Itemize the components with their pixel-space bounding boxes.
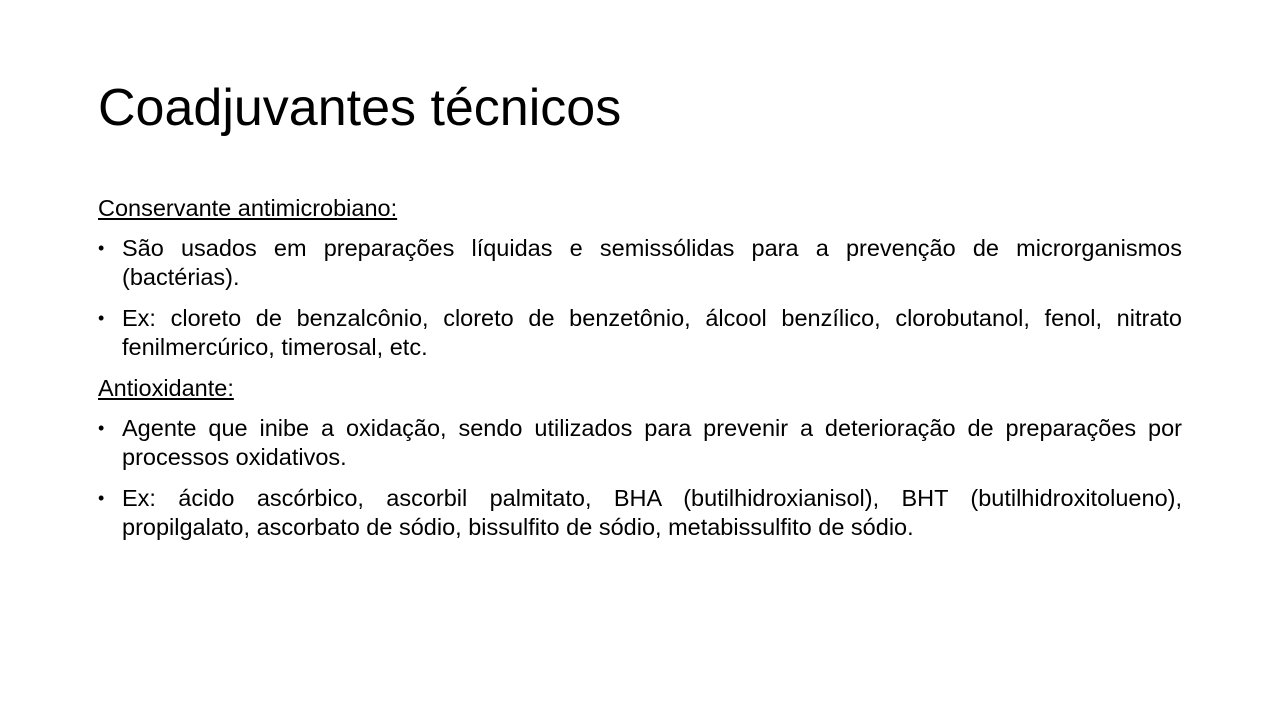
bullet-icon: • — [98, 418, 105, 438]
section-heading-antimicrobial: Conservante antimicrobiano: — [98, 195, 398, 221]
bullet-icon: • — [98, 488, 105, 508]
bullet-text: Ex: cloreto de benzalcônio, cloreto de benzetônio, álcool benzílico, clorobutanol, fenol, nitrato fenilmercúrico, timerosal, etc. — [122, 305, 1182, 360]
bullet-list-antimicrobial — [98, 234, 1182, 362]
bullet-list-antioxidant — [98, 414, 1182, 542]
slide-body — [98, 194, 1182, 542]
bullet-item — [98, 484, 1182, 542]
bullet-text: Agente que inibe a oxidação, sendo utilizados para prevenir a deterioração de preparações por processos oxidativos. — [122, 415, 1182, 470]
bullet-item — [98, 414, 1182, 472]
bullet-icon: • — [98, 308, 105, 328]
slide-title: Coadjuvantes técnicos — [98, 79, 622, 137]
bullet-text: Ex: ácido ascórbico, ascorbil palmitato, BHA (butilhidroxianisol), BHT (butilhidroxitolueno), propilgalato, ascorbato de sódio, bissulfito de sódio, metabissulfito de sódio. — [122, 485, 1182, 540]
bullet-text: São usados em preparações líquidas e semissólidas para a prevenção de microrganismos (bactérias). — [122, 235, 1182, 290]
bullet-icon: • — [98, 238, 105, 258]
section-heading-antioxidant: Antioxidante: — [98, 375, 234, 401]
bullet-item — [98, 304, 1182, 362]
bullet-item — [98, 234, 1182, 292]
